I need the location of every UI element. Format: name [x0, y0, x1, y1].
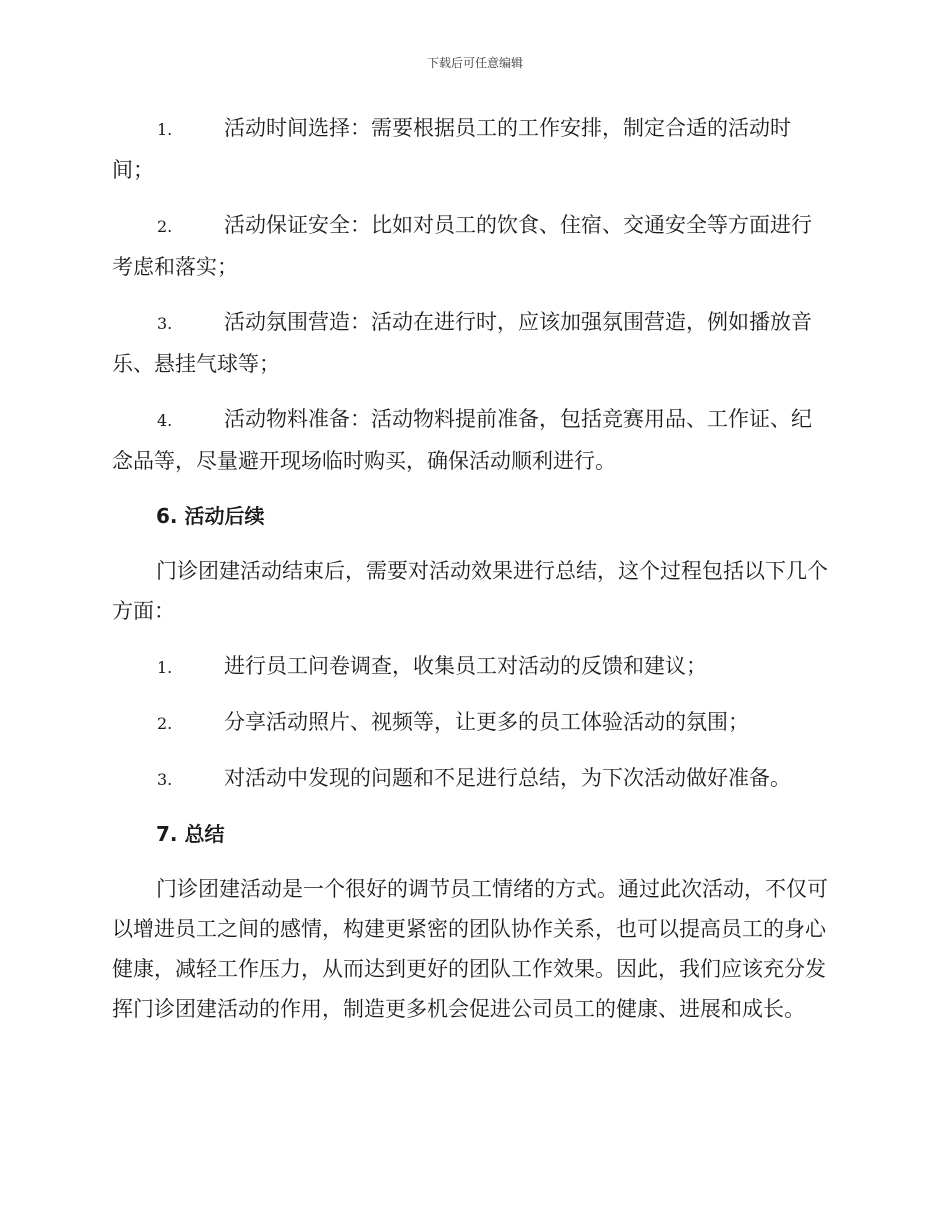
list-number: 4.: [157, 411, 173, 430]
section-heading-follow-up: 6. 活动后续: [156, 504, 265, 528]
list-item: [112, 205, 832, 287]
list-text: 活动氛围营造：活动在进行时，应该加强氛围营造，例如播放音乐、悬挂气球等；: [112, 310, 812, 376]
list-item: [112, 646, 832, 688]
summary-paragraph: 门诊团建活动是一个很好的调节员工情绪的方式。通过此次活动，不仅可以增进员工之间的感情，构建更紧密的团队协作关系，也可以提高员工的身心健康，减轻工作压力，从而达到更好的团队工作效果。因此，我们应该充分发挥门诊团建活动的作用，制造更多机会促进公司员工的健康、进展和成长。: [112, 877, 828, 1021]
list-number: 2.: [157, 714, 173, 733]
list-text: 活动物料准备：活动物料提前准备，包括竞赛用品、工作证、纪念品等，尽量避开现场临时购买，确保活动顺利进行。: [112, 407, 812, 473]
list-number: 1.: [157, 120, 173, 139]
list-text: 活动保证安全：比如对员工的饮食、住宿、交通安全等方面进行考虑和落实；: [112, 213, 812, 279]
list-text: 活动时间选择：需要根据员工的工作安排，制定合适的活动时间；: [112, 116, 791, 182]
list-item: [112, 758, 832, 800]
list-text: 分享活动照片、视频等，让更多的员工体验活动的氛围；: [224, 710, 749, 734]
list-number: 2.: [157, 217, 173, 236]
list-number: 3.: [157, 314, 173, 333]
section-intro: 门诊团建活动结束后，需要对活动效果进行总结，这个过程包括以下几个方面：: [112, 559, 828, 623]
list-text: 对活动中发现的问题和不足进行总结，为下次活动做好准备。: [224, 766, 791, 790]
list-item: [112, 702, 832, 744]
section-heading-summary: 7. 总结: [156, 822, 225, 846]
list-text: 进行员工问卷调查，收集员工对活动的反馈和建议；: [224, 654, 707, 678]
list-item: [112, 108, 832, 190]
list-number: 3.: [157, 770, 173, 789]
list-item: [112, 302, 832, 384]
document-body: [112, 108, 832, 1044]
list-number: 1.: [157, 658, 173, 677]
header-note: 下载后可任意编辑: [426, 56, 523, 70]
list-item: [112, 399, 832, 481]
